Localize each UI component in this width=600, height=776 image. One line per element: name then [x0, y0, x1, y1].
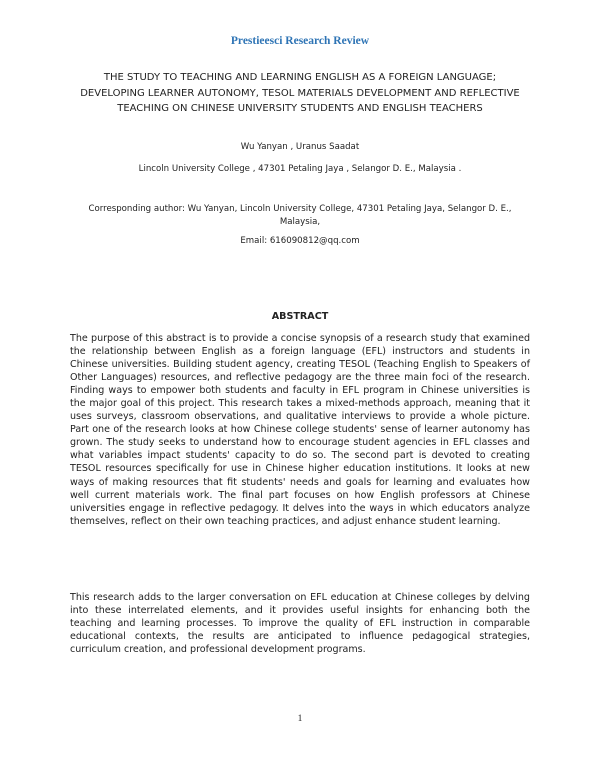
corresponding-author: Corresponding author: Wu Yanyan, Lincoln University College, 47301 Petaling Jaya, Selangor D. E., Malaysia, [88, 204, 512, 227]
abstract-heading: ABSTRACT [271, 311, 329, 322]
abstract-paragraph: The purpose of this abstract is to provide a concise synopsis of a research study that examined the relationship between English as a foreign language (EFL) instructors and students in Chinese universities. Building student agency, creating TESOL (Teaching English to Speakers of Other Languages) resources, and reflective pedagogy are the three main foci of the research. Finding ways to empower both students and faculty in EFL program in Chinese universities is the major goal of this project. This research takes a mixed-methods approach, meaning that it uses surveys, classroom observations, and qualitative interviews to provide a whole picture. Part one of the research looks at how Chinese college students' sense of learner autonomy has grown. The study seeks to understand how to encourage student agencies in EFL classes and what variables impact students' capacity to do so. The second part is devoted to creating TESOL resources specifically for use in Chinese higher education institutions. It looks at new ways of making resources that fit students' needs and goals for learning and evaluates how well current materials work. The final part focuses on how English professors at Chinese universities engage in reflective pedagogy. It delves into the ways in which educators analyze themselves, reflect on their own teaching practices, and adjust enhance student learning. [70, 333, 530, 527]
affiliation: Lincoln University College , 47301 Petaling Jaya , Selangor D. E., Malaysia . [138, 164, 462, 174]
author-email: Email: 616090812@qq.com [240, 236, 360, 246]
paper-title: THE STUDY TO TEACHING AND LEARNING ENGLISH AS A FOREIGN LANGUAGE; DEVELOPING LEARNER AUTONOMY, TESOL MATERIALS DEVELOPMENT AND REFLECTIVE TEACHING ON CHINESE UNIVERSITY STUDENTS AND ENGLISH TEACHERS [80, 72, 520, 114]
abstract-paragraph: This research adds to the larger conversation on EFL education at Chinese colleges by delving into these interrelated elements, and it provides useful insights for enhancing both the teaching and learning processes. To improve the quality of EFL instruction in comparable educational contexts, the results are anticipated to influence pedagogical strategies, curriculum creation, and professional development programs. [70, 592, 530, 656]
authors: Wu Yanyan , Uranus Saadat [240, 142, 360, 152]
page-number: 1 [297, 714, 303, 724]
journal-name: Prestieesci Research Review [230, 35, 370, 47]
